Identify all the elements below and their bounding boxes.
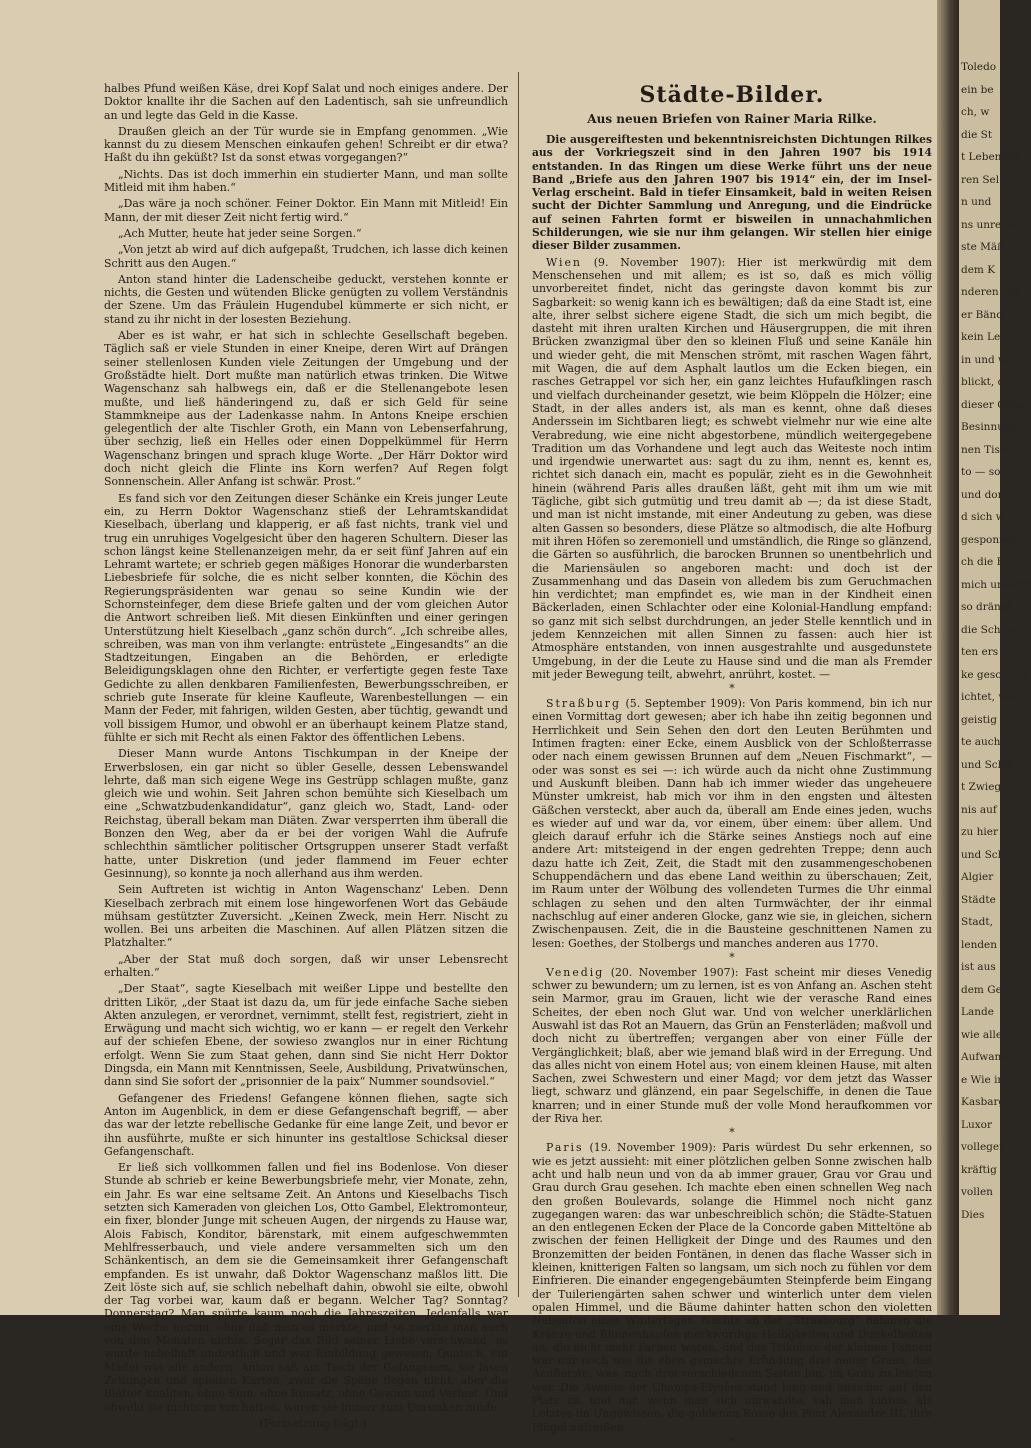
letter-place: Paris bbox=[546, 1141, 584, 1155]
facing-page-fragment: dem K bbox=[961, 263, 996, 276]
letter-text: (5. September 1909): Von Paris kommend, bin ich nur einen Vormittag dort gewesen; aber ich habe ihn zeitig begonnen und Herrlichkeit und Sein Sehen den dort den Leuten Berühmten und Intimen fragten: einer Ecke, einem Ausblick von der Schloßterrasse oder nach einem gewissen Brunnen auf dem „Neuen Fischmarkt“, — oder was sonst es sei —: ich würde auch da nicht ohne Zustimmung und Auskunft bleiben. Dann hab ich immer wieder das ungeheuere Münster umkreist, hab mich vor ihm in den engsten und ältesten Gäßchen versteckt, aber auch da, überall am Ende eines jeden, wuchs es wieder auf und war da, vor einem, über einem: über allem. Und gleich darauf erfuhr ich die Stärke seines Anstiegs noch auf eine andere Art: mitsteigend in der engen gedrehten Treppe; denn auch dazu hatte ich Zeit, Zeit, die Stadt mit den zusammengeschobenen Schuppendächern und das ebene Land weithin zu überschauen; Zeit, im Raum unter der Wölbung des vollendeten Turmes die Uhr einmal schlagen zu sehen und den alten Turmwächter, der ihr einmal nachschlug auf einer anderen Glocke, ganz wie sie, in gleichen, sichern Zwischenpausen. Zeit, die in die Bausteine geschnittenen Namen zu lesen: Goethes, der Stolbergs und manches anderen aus 1770. bbox=[532, 697, 932, 950]
facing-page-fragment: e Wie in bbox=[961, 1073, 1005, 1086]
section-separator: * bbox=[729, 1434, 735, 1448]
facing-page-fragment: ns unregel bbox=[961, 218, 1018, 231]
facing-page-fragment: in und wi bbox=[961, 353, 1011, 366]
facing-page-fragment: Besinnung bbox=[961, 421, 1018, 433]
section-separator: * bbox=[729, 682, 735, 696]
facing-page-fragment: kein Le bbox=[961, 331, 1001, 343]
letter-place: Venedig bbox=[546, 965, 605, 979]
facing-page-fragment: t Zwiege bbox=[961, 781, 1008, 793]
facing-page-fragment: so drängt bbox=[961, 601, 1012, 613]
facing-page-fragment: Toledo bbox=[961, 61, 997, 73]
serial-novel-column bbox=[104, 82, 508, 1430]
facing-page-fragment: Dies bbox=[961, 1208, 985, 1221]
paragraph: „Nichts. Das ist doch immerhin ein studierter Mann, und man sollte Mitleid mit ihm haben.“ bbox=[104, 167, 508, 195]
facing-page-fragment: nen Tisch bbox=[961, 443, 1013, 456]
facing-page-fragment: Städte bbox=[961, 893, 996, 906]
paragraph: „Das wäre ja noch schöner. Feiner Doktor. Ein Mann mit Mitleid! Ein Mann, der mit dieser Zeit nicht fertig wird.“ bbox=[104, 197, 508, 224]
facing-page-fragment: nis auf bbox=[961, 803, 997, 816]
paragraph: Aber es ist wahr, er hat sich in schlechte Gesellschaft begeben. Täglich saß er viele Stunden in einer Kneipe, deren Wirt auf Drängen seiner stellenlosen Kunden viele Zeitungen der Umgebung und der Großstädte hielt. Dort mußte man natürlich etwas trinken. Die Witwe Wagenschanz sah halbwegs ein, daß er die Stellenangebote lesen mußte, und ließ händeringend zu, daß er sich Geld für seine Stammkneipe aus der Ladenkasse nahm. In Antons Kneipe erschien gelegentlich der alte Tischler Groth, ein Mann von Lebenserfahrung, über sechzig, ließ ein Helles oder einen Doppelkümmel für Herrn Wagenschanz bringen und sprach kluge Worte. „Der Härr Doktor wird doch nicht gleich die Flinte ins Korn werfen? Auf Regen folgt Sonnenschein. Aller Anfang ist schwär. Prost.“ bbox=[104, 329, 508, 489]
facing-page-fragment: er Bänd bbox=[961, 308, 1004, 321]
facing-page-fragment: t Lebenden bbox=[961, 151, 1022, 163]
facing-page-fragment: ein be bbox=[961, 83, 994, 96]
facing-page-fragment: to — so g bbox=[961, 466, 1011, 478]
facing-page-fragment: nderen ein bbox=[961, 286, 1019, 298]
facing-page-fragment: Algier bbox=[961, 871, 994, 883]
facing-page-fragment: vollen bbox=[961, 1186, 993, 1198]
continuation-note: (Fortsetzung folgt.) bbox=[259, 1416, 367, 1430]
facing-page-fragment: ist aus bbox=[961, 961, 996, 973]
paragraph: Gefangener des Friedens! Gefangene können fliehen, sagte sich Anton im Augenblick, in dem er diese Gefangenschaft begriff, — aber das war der letzte rebellische Gedanke für eine lange Zeit, und bevor er ihn ausführte, mußte er sich hinunter ins gestaltlose Schicksal dieser Gefangenschaft. bbox=[104, 1091, 508, 1158]
paragraph: Dieser Mann wurde Antons Tischkumpan in der Kneipe der Erwerbslosen, ein gar nicht so übler Geselle, dessen Lebenswandel lehrte, daß man sich eigene Wege ins Gestrüpp schlagen mußte, ganz gleich wie und wohin. Seit Jahren schon bemühte sich Kieselbach um eine „Schwatzbudenkandidatur“, ganz gleich wo, Stadt, Land- oder Reichstag, überall bekam man Diäten. Zwar versperrten ihm überall die Bonzen den Weg, aber da er bei der vorigen Wahl die Aufrufe schlechthin sämtlicher politischer Ortsgruppen unserer Stadt verfaßt hatte, unter Diskretion (und jeder flammend im Feuer echter Gesinnung), so konnte ja noch allerhand aus ihm werden. bbox=[104, 747, 508, 880]
facing-page-fragment: d sich w bbox=[961, 511, 1005, 523]
facing-page-fragment: ten ers bbox=[961, 646, 999, 658]
paragraph: Es fand sich vor den Zeitungen dieser Schänke ein Kreis junger Leute ein, zu Herrn Doktor Wagenschanz stieß der Lehramtskandidat Kieselbach, überlang und klapperig, er aß fast nichts, trank viel und trug ein unruhiges Vogelgesicht über den hageren Schultern. Dieser las schon längst keine Stellenanzeigen mehr, da er seit fünf Jahren auf ein Lehramt wartete; er schrieb gegen mäßiges Honorar die wunderbarsten Liebesbriefe für solche, die es nicht selber konnten, die Köchin des Regierungspräsidenten war genau so seine Kundin wie der Schornsteinfeger, dem diese Briefe galten und der vom gleichen Autor die Antwort schreiben ließ. Mit diesen Einkünften und einer geringen Unterstützung hielt Kieselbach „ganz schön durch“. „Ich schreibe alles, schreiben, was man von ihm verlangte: entrüstete „Eingesandts“ an die Stadtzeitungen, Eingaben an die Behörden, er erledigte Beleidigungsklagen ohne den Richter, er verfertigte gegen feste Taxe Gedichte zu allen denkbaren Familienfesten, Bewerbungsschreiben, er schrieb gute Inserate für kleine Kaufleute, Warenbestellungen — ein Mann der Feder, mit fahrigen, wilden Gesten, aber tüchtig, gewandt und voll bissigem Humor, und obwohl er an überhaupt keinem Platze stand, fühlte er sich mit Recht als einen Faktor des öffentlichen Lebens. bbox=[104, 491, 508, 744]
facing-page-fragment: geistig bbox=[961, 713, 997, 726]
facing-page-fragment: Aufwand bbox=[961, 1051, 1008, 1063]
facing-page-fragment: die Schöpfu bbox=[961, 623, 1025, 636]
column-divider bbox=[518, 72, 519, 1297]
article-intro: Die ausgereiftesten und bekenntnisreichsten Dichtungen Rilkes aus der Vorkriegszeit sind in den Jahren 1907 bis 1914 entstanden. In das Ringen um diese Werke führt uns der neue Band „Briefe aus den Jahren 1907 bis 1914“ ein, der im Insel-Verlag erscheint. Bald in tiefer Einsamkeit, bald in weiten Reisen sucht der Dichter Sammlung und Anregung, und die Eindrücke auf seinen Fahrten formt er bisweilen in unnachahmlichen Schilderungen, wie sie nur ihm gelangen. Wir stellen hier einige dieser Bilder zusammen. bbox=[532, 133, 932, 253]
facing-page-fragment: und Schö bbox=[961, 848, 1011, 861]
letter-place: Straßburg bbox=[546, 697, 621, 711]
facing-page-fragment: und dort bbox=[961, 488, 1007, 501]
paragraph: Draußen gleich an der Tür wurde sie in Empfang genommen. „Wie kannst du zu diesem Menschen einkaufen gehen! Schreibt er dir etwa? Haßt du ihn geküßt? Ist da sonst etwas vorgegangen?“ bbox=[104, 124, 508, 165]
facing-page-fragment: Kasbarg bbox=[961, 1096, 1006, 1108]
facing-page-fragment: mich unterbr bbox=[961, 578, 1031, 591]
paragraph: Sein Auftreten ist wichtig in Anton Wagenschanz' Leben. Denn Kieselbach zerbrach mit einem lose hingeworfenen Wort das Gebäude mühsam gestützter Zuversicht. „Keinen Zweck, mein Herr. Nischt zu wollen. Bei uns arbeiten die Maschinen. Auf allen Plätzen sitzen die Platzhalter.“ bbox=[104, 883, 508, 950]
facing-page-fragment: ren Sel bbox=[961, 173, 1000, 186]
letter-paris bbox=[532, 1141, 932, 1434]
book-spine bbox=[937, 0, 959, 1315]
facing-page-fragment: vollegen bbox=[961, 1141, 1006, 1153]
letter-venice bbox=[532, 966, 932, 1126]
facing-page-fragment: ste Mäß bbox=[961, 241, 1005, 253]
facing-page-fragment: kräftig bbox=[961, 1163, 997, 1176]
facing-page-fragment: ch die F bbox=[961, 556, 1004, 568]
facing-page-fragment: und Schlä bbox=[961, 758, 1015, 771]
article-subtitle: Aus neuen Briefen von Rainer Maria Rilke. bbox=[587, 112, 877, 126]
article-title: Städte-Bilder. bbox=[639, 82, 825, 108]
facing-page-fragment: te auch bbox=[961, 736, 1001, 748]
facing-page-edge bbox=[959, 0, 1031, 1315]
paragraph: „Der Staat“, sagte Kieselbach mit weißer Lippe und bestellte den dritten Likör, „der Staat ist dazu da, um für jede einfache Sache sieben Akten anzulegen, er verordnet, vernimmt, stellt fest, registriert, zieht in Erwägung und macht sich wichtig, wo er kann — er regelt den Verkehr auf der schiefen Ebene, der sowieso zwanglos nur in einer Richtung erfolgt. Wenn Sie zum Staat gehen, dann sind Sie nicht Herr Doktor Dingsda, ein Mann mit Kenntnissen, Seele, Ausbildung, Privatwünschen, dann sind Sie sofort der „prisonnier de la paix“ Nummer soundsoviel.“ bbox=[104, 982, 508, 1089]
letter-strasbourg bbox=[532, 697, 932, 950]
facing-page-fragment: blickt, der bbox=[961, 376, 1016, 388]
facing-page-fragment: zu hier bbox=[961, 826, 998, 838]
rilke-article-column bbox=[532, 82, 932, 1448]
facing-page-fragment: Luxor bbox=[961, 1118, 992, 1131]
facing-page-fragment: gesponnen bbox=[961, 533, 1019, 546]
facing-page-fragment: wie alles bbox=[961, 1028, 1008, 1041]
paragraph: „Aber der Stat muß doch sorgen, daß wir unser Lebensrecht erhalten.“ bbox=[104, 952, 508, 979]
paragraph: „Ach Mutter, heute hat jeder seine Sorgen.“ bbox=[118, 226, 362, 240]
section-separator: * bbox=[729, 1126, 735, 1140]
section-separator: * bbox=[729, 950, 735, 964]
facing-page-fragment: ch, w bbox=[961, 106, 990, 118]
letter-vienna bbox=[532, 256, 932, 682]
letter-text: (9. November 1907): Hier ist merkwürdig mit dem Menschensehen und mit allem; es ist so, daß es mich völlig unvorbereitet findet, nicht das geringste davon kommt bis zur Sagbarkeit: so wenig kann ich es bewältigen; daß da eine Stadt ist, eine alte, ihrer selbst sichere eigene Stadt, die sich um mich begibt, die dasteht mit ihren uralten Kirchen und Häusergruppen, die mit ihren Brücken zwanzigmal über den so kleinen Fluß und seine Kanäle hin und wieder geht, die mit Menschen strömt, mit raschen Wagen fährt, mit Wagen, die auf dem Asphalt lautlos um die Ecken biegen, ein rasches Getrappel vor sich her, ein ganz leichtes Hufaufklingen rasch und vielfach durcheinander gesetzt, wie beim Klöppeln die Hölzer; eine Stadt, in der alles anders ist, als man es kennt, ohne daß dieses Anderssein im Sichtbaren liegt; es schwebt vielmehr nur wie eine alte Verabredung, wie eine nicht abgestorbene, mündlich weitergegebene Tradition um das Vorhandene und legt auch das Weiteste noch intim und irgendwie unerwartet aus: sagt du zu ihm, nennt es, kennt es, richtet sich danach ein, macht es populär, zieht es in die Gewohnheit hinein (während Paris alles draußen läßt, geht mit ihm um wie mit Tägliche, gibt sich gutmütig und treu damit ab —; da ist diese Stadt, und man ist nicht imstande, mit einer Andeutung zu geben, was diese alten Gassen so besonders, diese Plätze so altmodisch, die alte Hofburg mit ihren Höfen so zeremoniell und umständlich, die Ringe so glänzend, die Gärten so ausführlich, die barocken Brunnen so unentbehrlich und die Mariensäulen so angeboren macht: und doch ist der Zusammenhang und das Dasein von alledem bis zum Geruchmachen hin verdichtet; man empfindet es, wie man in der Kindheit einen Bäckerladen, einen Schlachter oder eine Kolonial-Handlung empfand: so ganz mit sich selbst durchdrungen, an jeder Stelle kenntlich und in jedem Kennzeichen mit allen Sinnen zu fassen: auch hier ist Atmosphäre entstanden, von innen ausgestrahlte und ausgedunstete Umgebung, in der die Leute zu Hause sind und die man als Fremder mit jeder Bewegung teilt, abwehrt, anrührt, kostet. — bbox=[532, 255, 932, 681]
facing-page-fragment: ke geschloss bbox=[961, 668, 1029, 681]
paragraph: halbes Pfund weißen Käse, drei Kopf Salat und noch einiges andere. Der Doktor knallte ihr die Sachen auf den Ladentisch, sah sie unfreundlich an und legte das Geld in die Kasse. bbox=[104, 82, 508, 122]
facing-page-fragment: die St bbox=[961, 128, 993, 141]
facing-page-fragment: dieser Gege bbox=[961, 398, 1025, 411]
letter-place: Wien bbox=[546, 255, 582, 269]
facing-page-fragment: n und bbox=[961, 196, 992, 208]
facing-page-fragment: Lande bbox=[961, 1006, 994, 1018]
paragraph: Anton stand hinter die Ladenscheibe geduckt, verstehen konnte er nichts, die Gesten und wütenden Blicke genügten zu vollem Verständnis der Szene. Um das Fräulein Hugendubel kümmerte er sich nicht, er stand zu ihr nicht in der losesten Beziehung. bbox=[104, 272, 508, 326]
paragraph: Er ließ sich vollkommen fallen und fiel ins Bodenlose. Von dieser Stunde ab schrieb er keine Bewerbungsbriefe mehr, vier Monate, zehn, ein Jahr. Es war eine seltsame Zeit. An Antons und Kieselbachs Tisch setzten sich Kameraden von gleichen Los, Otto Gambel, Elektromonteur, ein fixer, blonder Junge mit scheuen Augen, der nirgends zu Hause war, Alois Fabisch, Konditor, bärenstark, mit einem aufgeschwemmten Mehlfresserbauch, und viele andere versammelten sich um den Schänkentisch, an dem sie die Gemeinsamkeit ihrer Gefangenschaft empfanden. Es ist unwahr, daß Doktor Wagenschanz maßlos litt. Die Zeit löste sich auf, sie schlich nebelhaft dahin, obwohl sie eilte, obwohl der Tag vorbei war, kaum daß er begann. Welcher Tag? Sonntag? Donnerstag? Man spürte kaum noch die Jahreszeiten. Jedenfalls war eine Woche herum, ohne daß man es merkte, und so merkte man auch von den Monaten nichts. Sogar das Bild seiner Liebe verschwand, es wurde nebelhaft undeutlich und war Einbildung gewesen, Quatsch, ein Mädel wie alle andern. Anton saß am Tisch der Gefangenen, sie lasen Zeitungen und spielten Karten, zwar die Späne flogen nicht, aber die Blätter knallten, ohne Sinn, ohne Einsatz, ohne Gewinn und Verlust. Und obwohl sie nichts zu tun hatten, waren sie immer zum Umsinken müde. bbox=[104, 1161, 508, 1414]
facing-page-fragment: Stadt, bbox=[961, 916, 993, 928]
letter-text: (19. November 1909): Paris würdest Du sehr erkennen, so wie es jetzt aussieht: mit einer plötzlichen gelben Sonne zwischen halb acht und halb neun und von da ab immer grauer, Grau vor Grau und Grau durch Grau gesehen. Ich machte eben einen schnellen Weg nach den großen Boulevards, solange die Himmel noch nicht ganz zugegangen waren: das war unbeschreiblich schön; die Städte-Statuen an den entlegenen Ecken der Place de la Concorde gaben Mitteltöne ab zwischen der feinen Helligkeit der Dinge und des Raumes und den Bronzemitten der beiden Fontänen, in denen das flache Wasser sich in kleinen, knitterigen Falten so langsam, um sich noch zu fühlen vor dem Einfrieren. Die einander engegengebäumten Steinpferde beim Eingang der Tuileriengärten sahen schwer und winterlich unter dem vielen opalen Himmel, und die Bäume dahinter hatten schon den violetten Nebenton eines Wintertages. Nachts an der „Strasbourg“ nahmen die Kränze und Blumenhaufen merkwürdige Helligkeiten und Dunkelheiten an, die nicht mehr Farben waren, und das Trikolore der kleinen Fahnen war nur noch wie die eben gemachte Erfindung drei neuer Graus, das Aeußerste, was, nach drei verschiedenen Seiten hin, im Grau zu leisten war. Die Avenue der Champs-Elysées stand lang und unsicher auf den Platz zu, und nur, wenn man sich umwandte, sah man hinten, als Letztes im Ungewissen, die goldenen Rosse des Pont Alexandre III. ihre Flügel aufreißen. bbox=[532, 1141, 932, 1434]
facing-page-fragment: ichtet, wie bbox=[961, 691, 1017, 703]
paragraph: „Von jetzt ab wird auf dich aufgepaßt, Trudchen, ich lasse dich keinen Schritt aus den Augen.“ bbox=[104, 243, 508, 270]
facing-page-fragment: lenden bbox=[961, 938, 998, 951]
letter-text: (20. November 1907): Fast scheint mir dieses Venedig schwer zu bewundern; um zu lernen, ist es von Anfang an. Aschen steht sein Marmor, grau im Grauen, licht wie der verasche Rand eines Scheites, der eben noch Glut war. Und von welcher unerklärlichen Auswahl ist das Rot an Mauern, das Grün an Fensterläden; maßvoll und doch nicht zu übertreffen; vergangen aber von einer Fülle der Vergänglichkeit; blaß, aber wie jemand blaß wird in der Erregung. Und das alles nicht von einem Hotel aus; von einem kleinen Hause, mit alten Sachen, zwei Schwestern und einer Magd; vor dem jetzt das Wasser liegt, schwarz und glänzend, ein paar Segelschiffe, in denen die Taue knarren; und in einer Stunde muß der volle Mond heraufkommen vor der Riva her. bbox=[532, 965, 932, 1126]
facing-page-fragment: dem Ge bbox=[961, 983, 1002, 996]
